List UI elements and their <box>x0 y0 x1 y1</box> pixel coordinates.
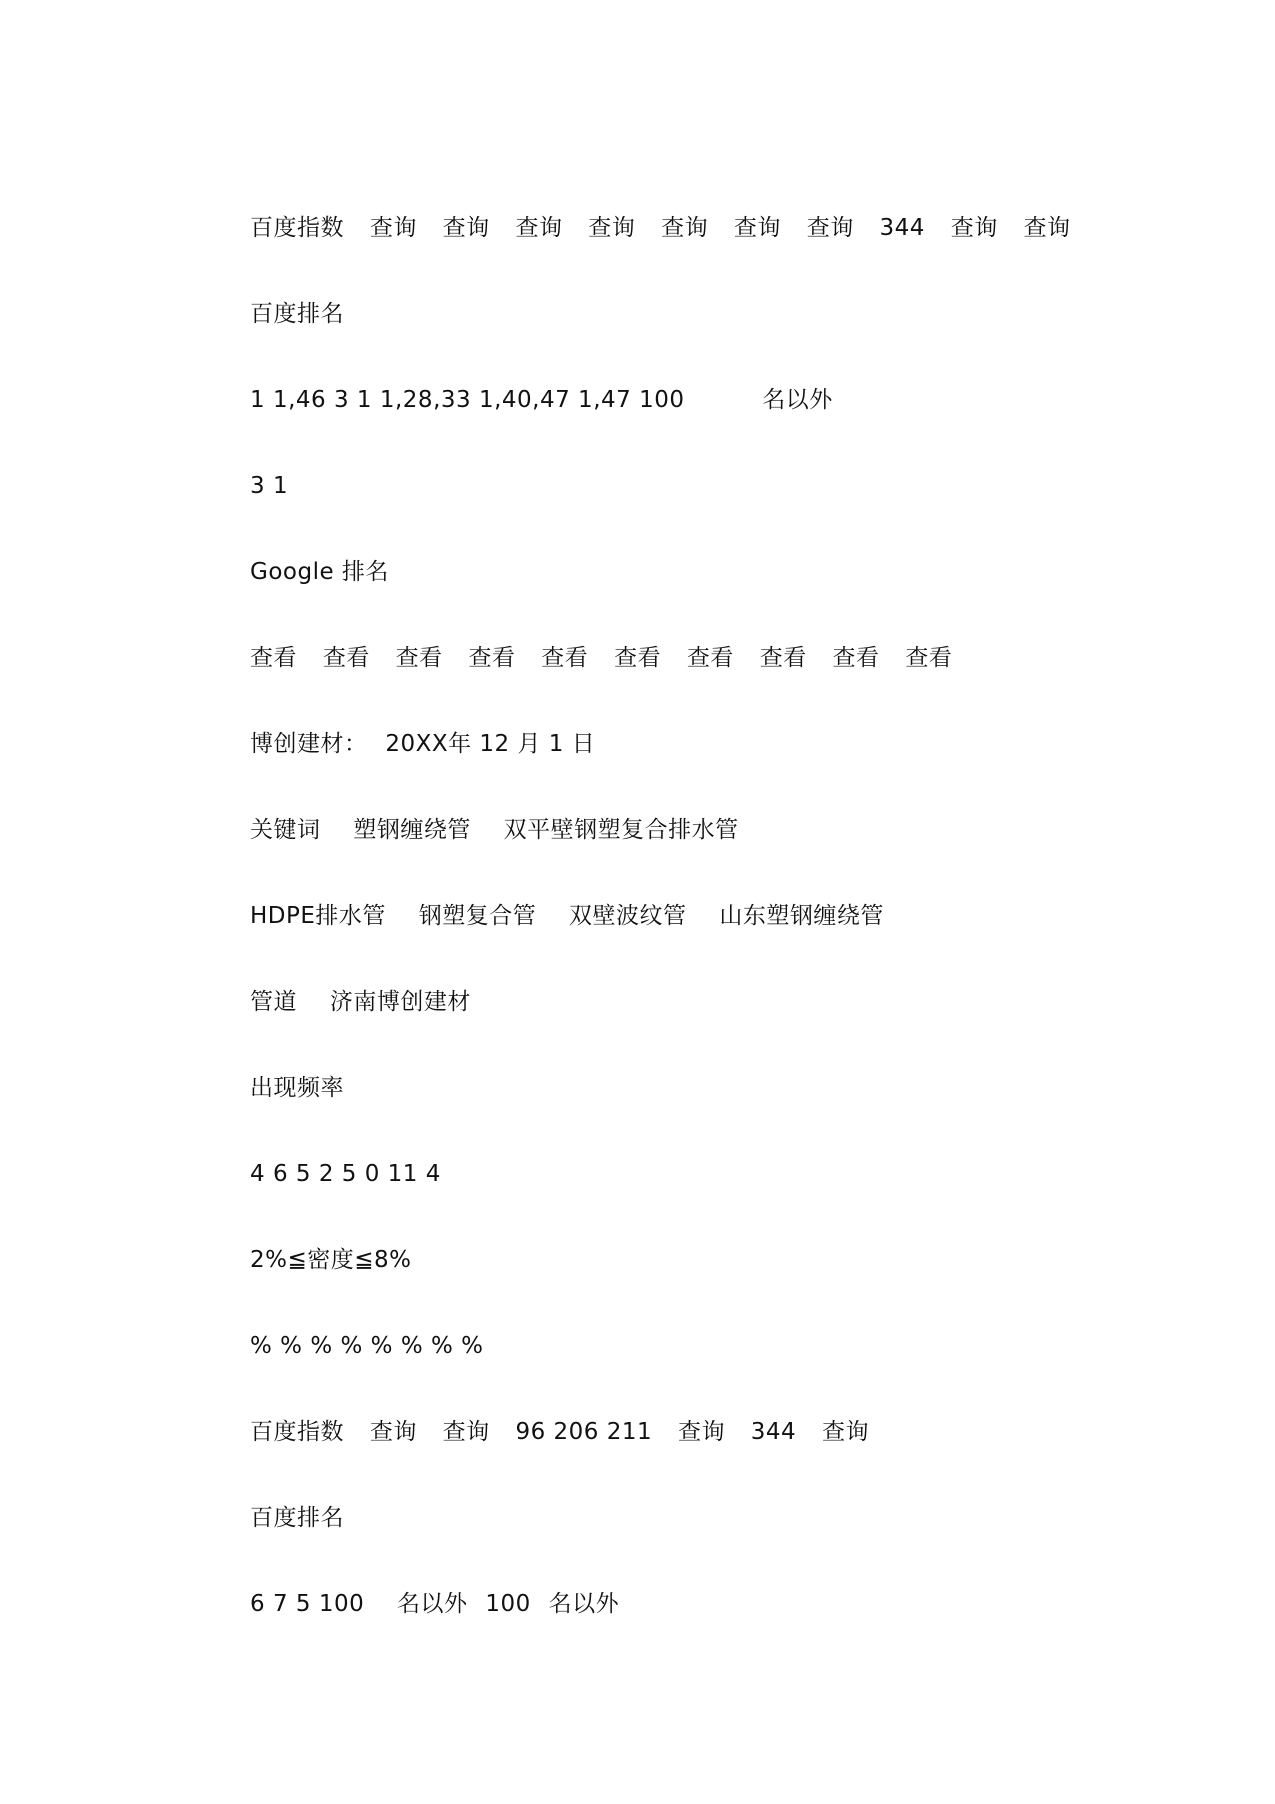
query-cell: 查询 <box>515 215 563 241</box>
view-cell: 查看 <box>468 645 516 671</box>
rank-suffix: 名以外 <box>548 1591 620 1617</box>
baidu-rank-heading: 百度排名 <box>250 301 344 327</box>
company-label: 博创建材： <box>250 731 368 757</box>
rank-suffix: 名以外 <box>397 1591 468 1617</box>
query-cell: 查询 <box>588 215 636 241</box>
query-cell: 查询 <box>733 215 781 241</box>
density-values: % % % % % % % % <box>250 1333 484 1359</box>
view-cell: 查看 <box>250 645 297 671</box>
rank-numbers: 6 7 5 100 <box>250 1591 365 1617</box>
view-cell: 查看 <box>614 645 662 671</box>
row-label: 百度指数 <box>250 215 344 241</box>
query-cell: 查询 <box>806 215 854 241</box>
rank-suffix: 名以外 <box>762 387 833 413</box>
baidu-index-row <box>250 213 1089 243</box>
google-rank-heading: Google 排名 <box>250 559 389 585</box>
view-cell: 查看 <box>905 645 953 671</box>
index-values: 96 206 211 <box>515 1419 653 1445</box>
keyword-line-1 <box>250 815 739 845</box>
view-cell: 查看 <box>322 645 370 671</box>
rank-number: 100 <box>485 1591 531 1617</box>
view-cell: 查看 <box>832 645 880 671</box>
keyword: 双壁波纹管 <box>569 903 687 929</box>
query-cell: 查询 <box>369 215 417 241</box>
view-cell: 查看 <box>686 645 734 671</box>
keyword: 管道 <box>250 989 297 1015</box>
keyword-label: 关键词 <box>250 817 321 843</box>
company-date-line <box>250 729 595 759</box>
baidu-rank-values <box>250 385 833 415</box>
keyword: 双平壁钢塑复合排水管 <box>503 817 739 843</box>
baidu-rank-heading-2: 百度排名 <box>250 1505 344 1531</box>
query-cell: 查询 <box>821 1419 869 1445</box>
query-cell: 查询 <box>369 1419 417 1445</box>
keyword-line-3 <box>250 987 471 1017</box>
query-cell: 查询 <box>677 1419 725 1445</box>
keyword-line-2 <box>250 901 884 931</box>
keyword: 钢塑复合管 <box>418 903 537 929</box>
keyword: 山东塑钢缠绕管 <box>719 903 884 929</box>
index-value: 344 <box>750 1419 797 1445</box>
view-cell: 查看 <box>759 645 807 671</box>
density-range: 2%≦密度≦8% <box>250 1247 412 1273</box>
frequency-values: 4 6 5 2 5 0 11 4 <box>250 1161 441 1187</box>
report-date: 20XX年 12 月 1 日 <box>385 731 596 757</box>
keyword: 济南博创建材 <box>329 989 471 1015</box>
google-view-row <box>250 643 970 673</box>
rank-numbers: 1 1,46 3 1 1,28,33 1,40,47 1,47 100 <box>250 387 685 413</box>
keyword: 塑钢缠绕管 <box>353 817 471 843</box>
index-value: 344 <box>879 215 925 241</box>
row-label: 百度指数 <box>250 1419 344 1445</box>
view-cell: 查看 <box>541 645 589 671</box>
baidu-index-row-2 <box>250 1417 887 1447</box>
query-cell: 查询 <box>661 215 709 241</box>
keyword: HDPE排水管 <box>250 903 386 929</box>
query-cell: 查询 <box>442 215 490 241</box>
baidu-rank-values-2 <box>250 1589 619 1619</box>
frequency-heading: 出现频率 <box>250 1075 344 1101</box>
query-cell: 查询 <box>950 215 998 241</box>
query-cell: 查询 <box>1023 215 1071 241</box>
view-cell: 查看 <box>395 645 443 671</box>
query-cell: 查询 <box>442 1419 490 1445</box>
rank-values-cont: 3 1 <box>250 473 289 499</box>
